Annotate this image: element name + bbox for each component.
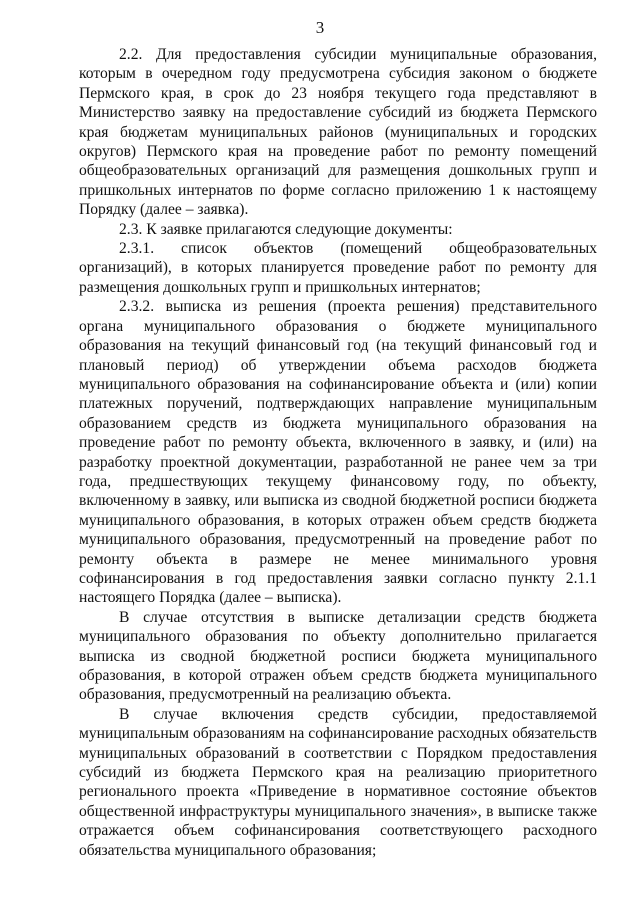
paragraph-2-3-1: 2.3.1. список объектов (помещений общеобразовательных организаций), в которых планируется проведение работ по ремонту для размещения дошкольных групп и пришкольных интернатов;: [79, 240, 597, 296]
document-body: [79, 45, 597, 860]
paragraph-2-2: 2.2. Для предоставления субсидии муниципальные образования, которым в очередном году предусмотрена субсидия законом о бюджете Пермского края, в срок до 23 ноября текущего года представляют в Министерство заявку на предоставление субсидий из бюджета Пермского края бюджетам муниципальных районов (муниципальных и городских округов) Пермского края на проведение работ по ремонту помещений общеобразовательных организаций для размещения дошкольных групп и пришкольных интернатов по форме согласно приложению 1 к настоящему Порядку (далее – заявка).: [79, 46, 597, 219]
paragraph-subsidy-inclusion-case: В случае включения средств субсидии, предоставляемой муниципальным образованиям на софинансирование расходных обязательств муниципальных образований в соответствии с Порядком предоставления субсидий из бюджета Пермского края на реализацию приоритетного регионального проекта «Приведение в нормативное состояние объектов общественной инфраструктуры муниципального значения», в выписке также отражается объем софинансирования соответствующего расходного обязательства муниципального образования;: [79, 705, 597, 859]
paragraph-2-3: 2.3. К заявке прилагаются следующие документы:: [119, 220, 453, 238]
page-number: 3: [315, 18, 325, 37]
paragraph-no-detail-case: В случае отсутствия в выписке детализации средств бюджета муниципального образования по объекту дополнительно прилагается выписка из сводной бюджетной росписи бюджета муниципального образования, в которой отражен объем средств бюджета муниципального образования, предусмотренный на реализацию объекта.: [79, 608, 597, 704]
paragraph-2-3-2: 2.3.2. выписка из решения (проекта решения) представительного органа муниципального образования о бюджете муниципального образования на текущий финансовый год (на текущий финансовый год и плановый период) об утверждении объема расходов бюджета муниципального образования на софинансирование объекта и (или) копии платежных поручений, подтверждающих направление муниципальным образованием средств из бюджета муниципального образования на проведение работ по ремонту объекта, включенного в заявку, и (или) на разработку проектной документации, разработанной не ранее чем за три года, предшествующих текущему финансовому году, по объекту, включенному в заявку, или выписка из сводной бюджетной росписи бюджета муниципального образования, в которых отражен объем средств бюджета муниципального образования, предусмотренный на проведение работ по ремонту объекта в размере не менее минимального уровня софинансирования в год предоставления заявки согласно пункту 2.1.1 настоящего Порядка (далее – выписка).: [79, 298, 597, 607]
